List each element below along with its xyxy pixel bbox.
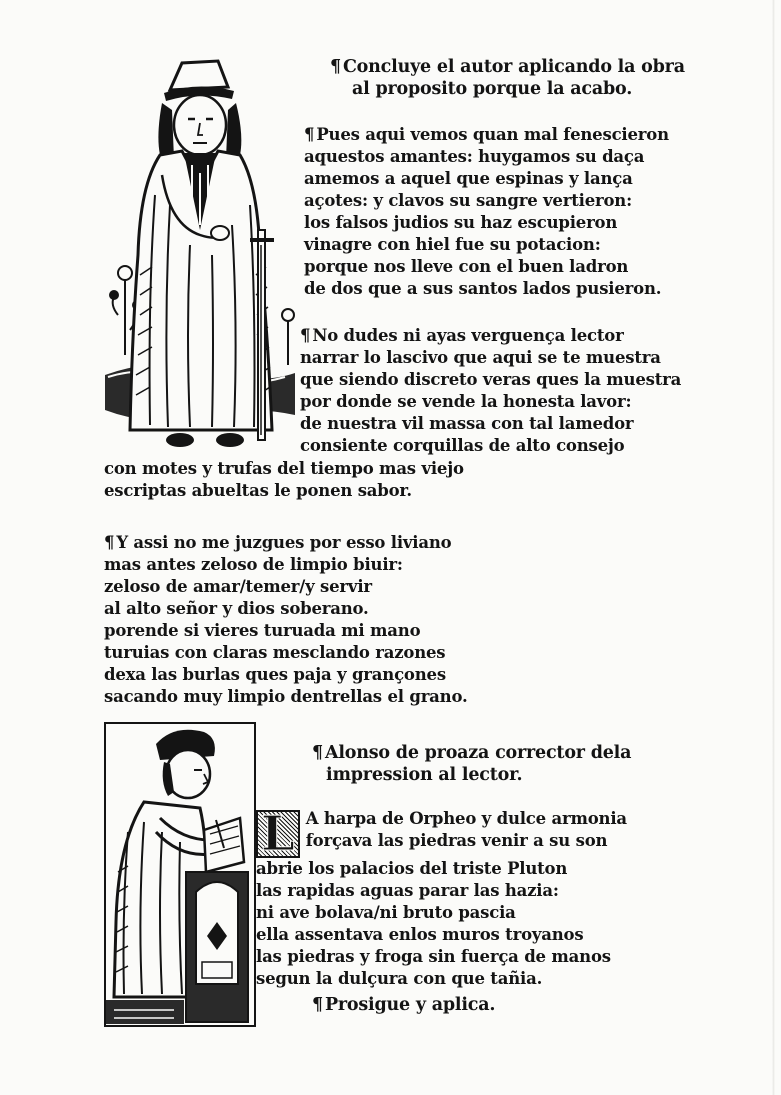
heading-prosigue-text: Prosigue y aplica. bbox=[324, 995, 496, 1015]
verse-line: ella assentava enlos muros troyanos bbox=[256, 925, 584, 944]
verse-line: amemos a aquel que espinas y lança bbox=[304, 169, 633, 188]
verse-line: vinagre con hiel fue su potacion: bbox=[304, 235, 601, 254]
verse-line: No dudes ni ayas verguença lector bbox=[312, 326, 624, 345]
heading-prosigue bbox=[312, 994, 495, 1016]
drop-cap: L bbox=[256, 810, 300, 858]
verse-line: A harpa de Orpheo y dulce armonia bbox=[305, 809, 627, 828]
heading-proaza-line2: impression al lector. bbox=[326, 765, 523, 785]
woodcut-standing-figure bbox=[100, 55, 300, 460]
pilcrow-icon: ¶ bbox=[304, 125, 315, 144]
verse-line: forçava las piedras venir a su son bbox=[305, 831, 608, 850]
verse-line: dexa las burlas ques paja y grançones bbox=[104, 665, 446, 684]
heading-conclusion-text: Concluye el autor aplicando la obra bbox=[342, 57, 685, 77]
verse-line: las piedras y froga sin fuerça de manos bbox=[256, 947, 611, 966]
pilcrow-icon: ¶ bbox=[300, 326, 311, 345]
pilcrow-icon: ¶ bbox=[312, 743, 323, 763]
pilcrow-icon: ¶ bbox=[104, 533, 115, 552]
stanza-4 bbox=[256, 806, 627, 990]
verse-line: Y assi no me juzgues por esso liviano bbox=[116, 533, 452, 552]
heading-conclusion bbox=[330, 56, 685, 100]
heading-conclusion-line2: al proposito porque la acabo. bbox=[352, 79, 633, 99]
verse-line: zeloso de amar/temer/y servir bbox=[104, 577, 372, 596]
verse-line: narrar lo lascivo que aqui se te muestra bbox=[300, 348, 661, 367]
verse-line: turuias con claras mesclando razones bbox=[104, 643, 446, 662]
verse-line: mas antes zeloso de limpio biuir: bbox=[104, 555, 403, 574]
verse-line: las rapidas aguas parar las hazia: bbox=[256, 881, 559, 900]
verse-line: sacando muy limpio dentrellas el grano. bbox=[104, 687, 468, 706]
verse-line: Pues aqui vemos quan mal fenescieron bbox=[316, 125, 669, 144]
pilcrow-icon: ¶ bbox=[330, 57, 341, 77]
verse-line: aquestos amantes: huygamos su daça bbox=[304, 147, 645, 166]
stanza-2-continued bbox=[104, 458, 464, 502]
heading-proaza bbox=[312, 742, 631, 786]
verse-line: porque nos lleve con el buen ladron bbox=[304, 257, 629, 276]
verse-line: ni ave bolava/ni bruto pascia bbox=[256, 903, 516, 922]
verse-line: porende si vieres turuada mi mano bbox=[104, 621, 421, 640]
woodcut-writing-scholar bbox=[104, 722, 256, 1027]
verse-line: de dos que a sus santos lados pusieron. bbox=[304, 279, 662, 298]
verse-line: los falsos judios su haz escupieron bbox=[304, 213, 618, 232]
verse-line: con motes y trufas del tiempo mas viejo bbox=[104, 459, 464, 478]
stanza-3 bbox=[104, 532, 468, 708]
stanza-1 bbox=[304, 124, 669, 300]
verse-line: por donde se vende la honesta lavor: bbox=[300, 392, 632, 411]
stanza-2 bbox=[300, 325, 681, 457]
standing-figure-illustration bbox=[100, 55, 300, 460]
verse-line: escriptas abueltas le ponen sabor. bbox=[104, 481, 412, 500]
verse-line: que siendo discreto veras ques la muestra bbox=[300, 370, 682, 389]
verse-line: açotes: y clavos su sangre vertieron: bbox=[304, 191, 632, 210]
verse-line: consiente corquillas de alto consejo bbox=[300, 436, 625, 455]
scholar-illustration bbox=[104, 722, 256, 1027]
page-edge bbox=[772, 0, 775, 1095]
verse-line: segun la dulçura con que tañia. bbox=[256, 969, 543, 988]
verse-line: al alto señor y dios soberano. bbox=[104, 599, 369, 618]
heading-proaza-text: Alonso de proaza corrector dela bbox=[324, 743, 632, 763]
pilcrow-icon: ¶ bbox=[312, 995, 323, 1015]
verse-line: de nuestra vil massa con tal lamedor bbox=[300, 414, 634, 433]
verse-line: abrie los palacios del triste Pluton bbox=[256, 859, 568, 878]
